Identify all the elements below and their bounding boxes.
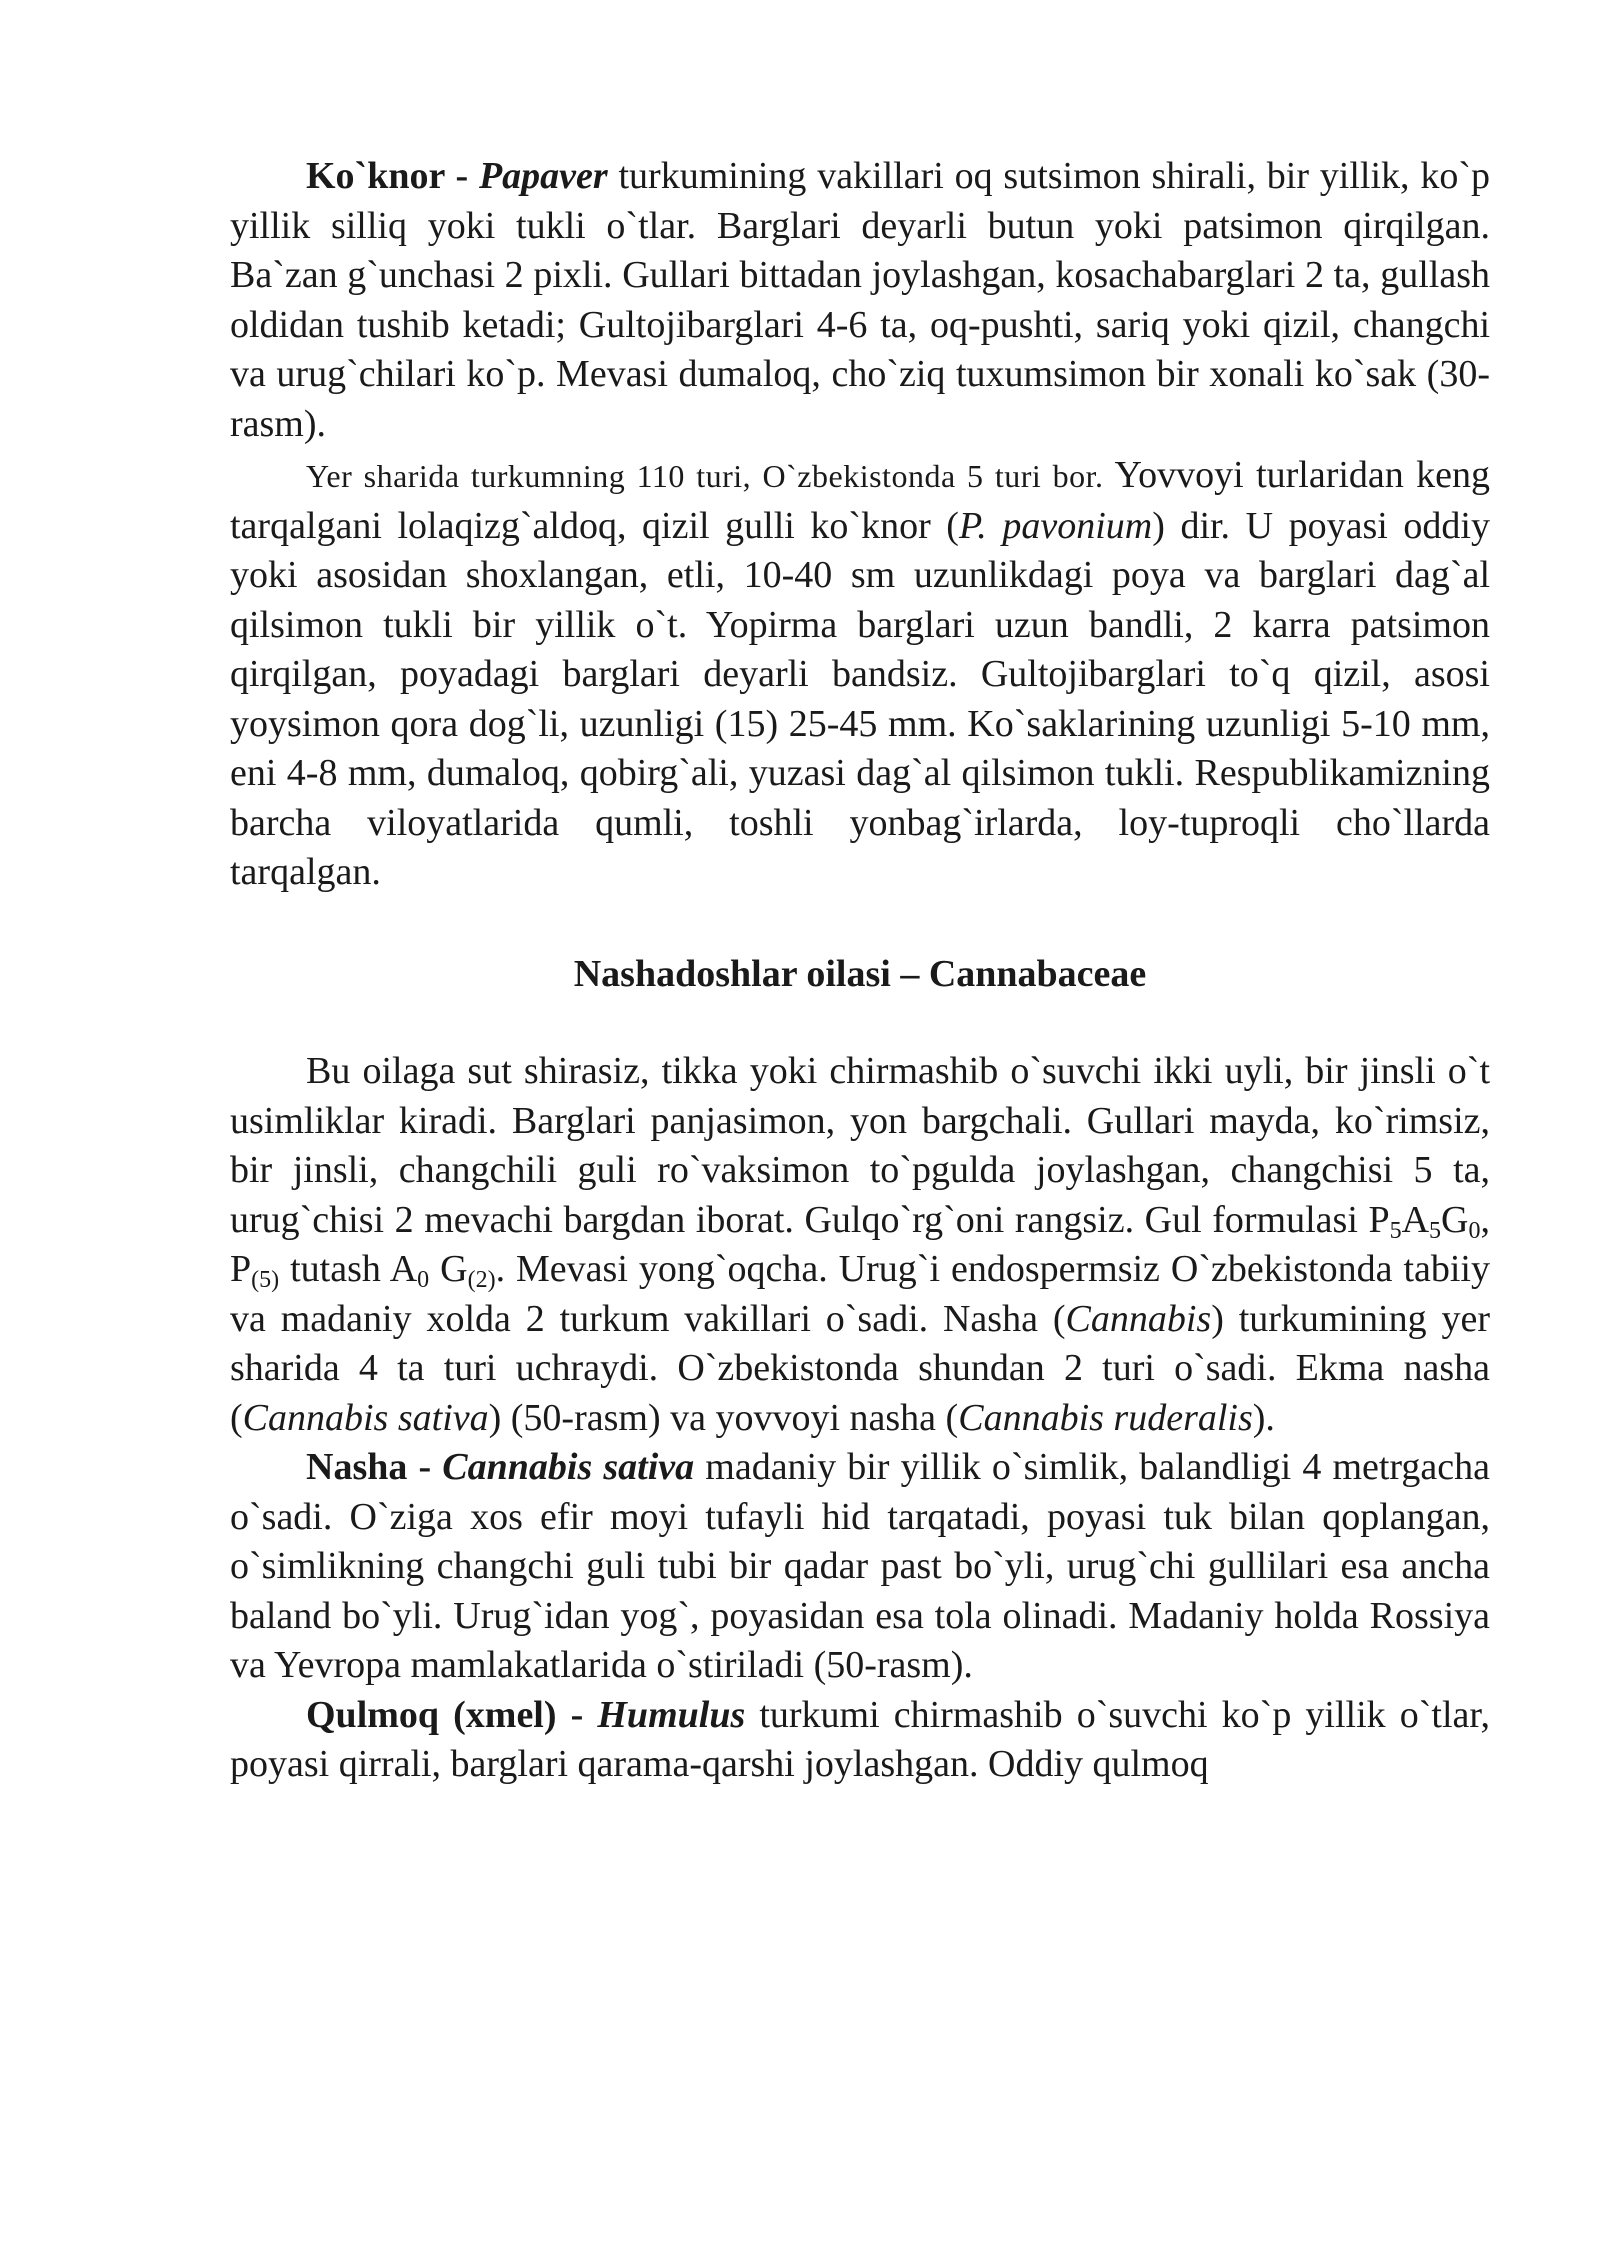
formula-text: tutash A [279,1248,418,1290]
paragraph-text: ) (50-rasm) va yovvoyi nasha ( [488,1396,959,1439]
paragraph-text: turkumi chirmashib o`suvchi ko`p yillik o`tlar, poyasi qirrali, barglari qarama-qarshi joylashgan. Oddiy qulmoq [230,1693,1490,1785]
paragraph-text: ). [1252,1396,1275,1439]
paragraph-qulmoq [230,1691,1490,1790]
paragraph-species [230,451,1490,898]
paragraph-text: madaniy bir yillik o`simlik, balandligi 4 metrgacha o`sadi. O`ziga xos efir moyi tufayli hid tarqatadi, poyasi tuk bilan qoplangan, o`simlikning changchi guli tubi bir qadar past bo`yli, urug`chi gullilari esa ancha baland bo`yli. Urug`idan yog`, poyasidan esa tola olinadi. Madaniy holda Rossiya va Yevropa mamlakatlarida o`stiriladi (50-rasm). [230,1446,1490,1686]
term-koknor: Ko`knor [306,155,445,197]
genus-humulus: Humulus [597,1693,746,1736]
paragraph-nasha [230,1443,1490,1691]
paragraph-text: turkumining vakillari oq sutsimon shirali, bir yillik, ko`p yillik silliq yoki tukli o`tlar. Barglari deyarli butun yoki patsimon qirqilgan. Ba`zan g`unchasi 2 pixli. Gullari bittadan joylashgan, kosachabarglari 2 ta, gullash oldidan tushib ketadi; Gultojibarglari 4-6 ta, oq-pushti, sariq yoki qizil, changchi va urug`chilari ko`p. Mevasi dumaloq, cho`ziq tuxumsimon bir xonali ko`sak (30-rasm). [230,155,1490,445]
formula-subscript: 5 [1389,1217,1402,1244]
paragraph-text: ) turkumining yer sharida 4 ta turi uchraydi. O`zbekistonda shundan 2 turi o`sadi. Ekma nasha ( [230,1297,1490,1439]
term-dash: - [407,1446,443,1488]
term-dash: - [444,155,479,197]
paragraph-text: ) dir. U poyasi oddiy yoki asosidan shoxlangan, etli, 10-40 sm uzunlikdagi poya va barglari dag`al qilsimon tukli bir yillik o`t. Yopirma barglari uzun bandli, 2 karra patsimon qirqilgan, poyadagi barglari deyarli bandsiz. Gultojibarglari to`q qizil, asosi yoysimon qora dog`li, uzunligi (15) 25-45 mm. Ko`saklarining uzunligi 5-10 mm, eni 4-8 mm, dumaloq, qobirg`ali, yuzasi dag`al qilsimon tukli. Respublikamizning barcha viloyatlarida qumli, toshli yonbag`irlarda, loy-tuproqli cho`llarda tarqalgan. [230,504,1490,893]
species-name: P. pavonium [958,504,1153,547]
term-nasha: Nasha [306,1446,408,1488]
small-text: Yer sharida turkumning 110 turi, O`zbekistonda 5 turi bor. [306,458,1104,494]
term-dash: - [556,1693,598,1736]
formula-text: G [1441,1198,1469,1241]
section-heading: Nashadoshlar oilasi – Cannabaceae [573,952,1147,995]
paragraph-family [230,1047,1490,1443]
formula-subscript: (2) [467,1267,496,1293]
formula-subscript: 0 [417,1267,430,1293]
species-cannabis-sativa-bold: Cannabis sativa [442,1446,695,1488]
formula-subscript: 0 [1468,1217,1481,1244]
species-cannabis-sativa: Cannabis sativa [242,1396,489,1439]
formula-text: , P [230,1198,1490,1290]
term-qulmoq: Qulmoq (xmel) [306,1693,557,1736]
formula-text: A [1401,1198,1430,1241]
species-cannabis-ruderalis: Cannabis ruderalis [958,1396,1253,1439]
genus-papaver: Papaver [478,155,608,197]
formula-subscript: (5) [251,1267,280,1293]
genus-cannabis: Cannabis [1065,1297,1212,1340]
paragraph-text: . Mevasi yong`oqcha. Urug`i endospermsiz O`zbekistonda tabiiy va madaniy xolda 2 turkum vakillari o`sadi. Nasha ( [230,1248,1490,1340]
formula-subscript: 5 [1429,1217,1442,1244]
paragraph-koknor [230,152,1490,449]
paragraph-text: Yovvoyi turlaridan keng tarqalgani lolaqizg`aldoq, qizil gulli ko`knor ( [230,454,1491,547]
paragraph-text: Bu oilaga sut shirasiz, tikka yoki chirmashib o`suvchi ikki uyli, bir jinsli o`t usimliklar kiradi. Barglari panjasimon, yon bargchali. Gullari mayda, ko`rimsiz, bir jinsli, changchili guli ro`vaksimon to`pgulda joylashgan, changchisi 5 ta, urug`chisi 2 mevachi bargdan iborat. Gulqo`rg`oni rangsiz. Gul formulasi P [230,1050,1490,1241]
formula-text: G [429,1248,468,1290]
document-page [230,152,1490,1790]
